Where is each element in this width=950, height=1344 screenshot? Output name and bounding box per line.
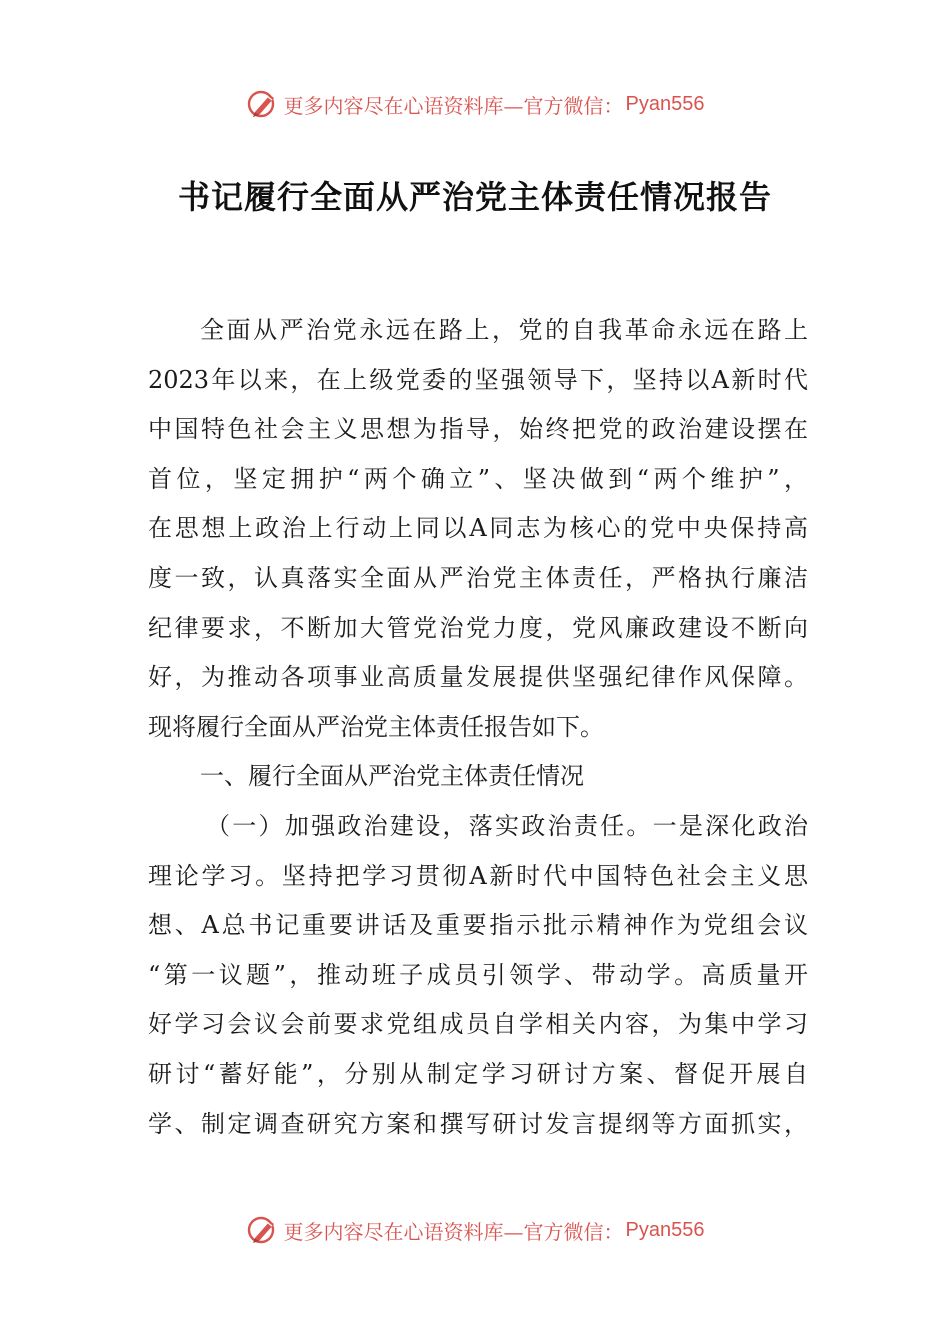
body-line: 好学习会议会前要求党组成员自学相关内容，为集中学习 — [148, 1010, 808, 1039]
body-line: 理论学习。坚持把学习贯彻A新时代中国特色社会主义思 — [148, 861, 808, 890]
body-line: 想、A总书记重要讲话及重要指示批示精神作为党组会议 — [148, 911, 808, 940]
body-line: 首位，坚定拥护“两个确立”、坚决做到“两个维护”， — [148, 464, 808, 493]
body-line: 纪律要求，不断加大管党治党力度，党风廉政建设不断向 — [148, 613, 808, 642]
section-heading: 一、履行全面从严治党主体责任情况 — [200, 762, 584, 791]
watermark-wechat-id: Pyan556 — [625, 1218, 705, 1241]
body-line: 中国特色社会主义思想为指导，始终把党的政治建设摆在 — [148, 415, 808, 444]
body-line: 好，为推动各项事业高质量发展提供坚强纪律作风保障。 — [148, 663, 808, 692]
watermark-header — [0, 84, 950, 124]
body-line: 学、制定调查研究方案和撰写研讨发言提纲等方面抓实， — [148, 1109, 808, 1138]
body-line: 度一致，认真落实全面从严治党主体责任，严格执行廉洁 — [148, 563, 808, 592]
watermark-wechat-id: Pyan556 — [625, 92, 705, 115]
body-line: 全面从严治党永远在路上，党的自我革命永远在路上 — [200, 316, 808, 344]
body-line: 现将履行全面从严治党主体责任报告如下。 — [148, 712, 604, 741]
pen-logo-icon — [246, 87, 280, 121]
watermark-text: 更多内容尽在心语资料库—官方微信： — [283, 1219, 624, 1244]
body-line: “第一议题”，推动班子成员引领学、带动学。高质量开 — [148, 960, 808, 989]
watermark-footer — [0, 1210, 950, 1250]
body-line: 在思想上政治上行动上同以A同志为核心的党中央保持高 — [148, 514, 808, 543]
body-line: 研讨“蓄好能”，分别从制定学习研讨方案、督促开展自 — [148, 1059, 808, 1088]
body-line: （一）加强政治建设，落实政治责任。一是深化政治 — [206, 811, 808, 840]
watermark-text: 更多内容尽在心语资料库—官方微信： — [283, 93, 624, 118]
document-body — [148, 306, 808, 1149]
body-line: 2023年以来，在上级党委的坚强领导下，坚持以A新时代 — [148, 365, 808, 394]
document-title: 书记履行全面从严治党主体责任情况报告 — [177, 178, 772, 216]
pen-logo-icon — [246, 1213, 280, 1247]
